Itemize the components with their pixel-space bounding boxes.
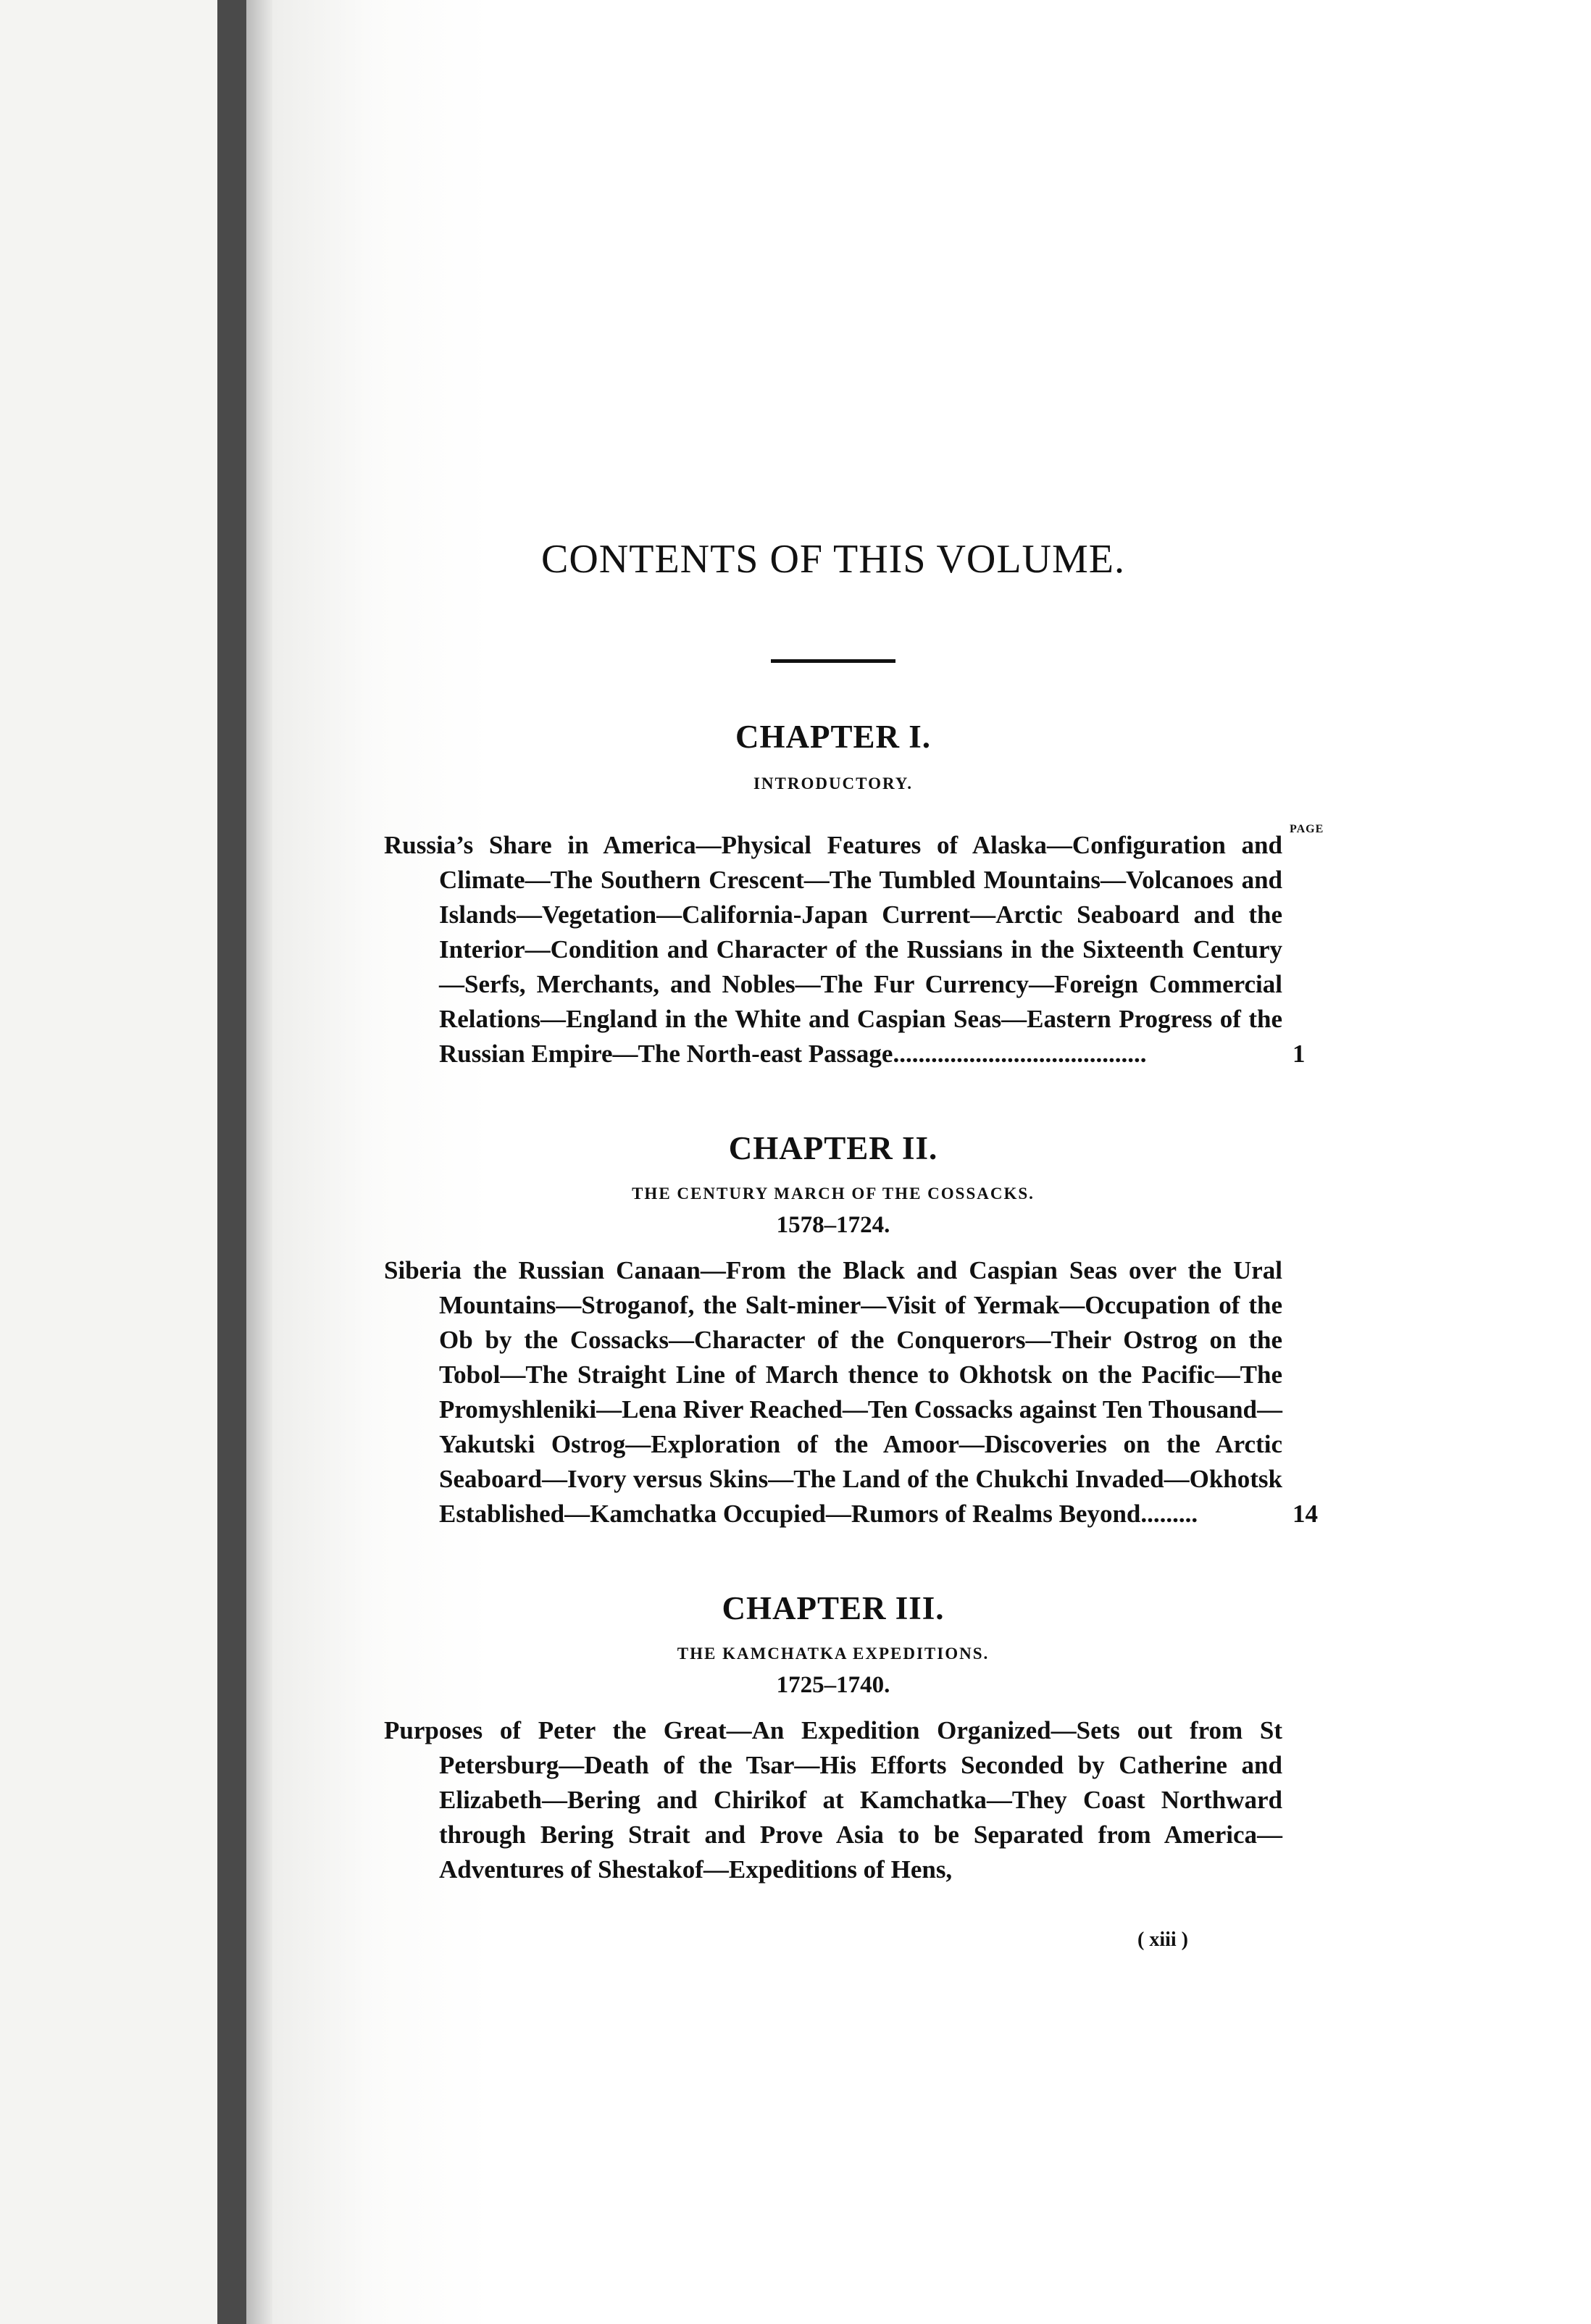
chapter-1 <box>384 718 1282 1071</box>
chapter-subtitle: THE KAMCHATKA EXPEDITIONS. <box>677 1644 990 1663</box>
chapter-summary <box>384 828 1282 1071</box>
chapter-dates: 1578–1724. <box>776 1212 890 1238</box>
chapter-2 <box>384 1129 1282 1531</box>
page-folio: ( xiii ) <box>1137 1928 1188 1951</box>
chapter-subtitle: THE CENTURY MARCH OF THE COSSACKS. <box>632 1184 1035 1203</box>
chapter-heading: CHAPTER III. <box>722 1590 945 1626</box>
gutter-shadow <box>246 0 272 2324</box>
chapter-summary <box>384 1713 1282 1887</box>
chapter-dates: 1725–1740. <box>776 1672 890 1698</box>
facing-page-edge <box>0 0 217 2324</box>
chapter-3 <box>384 1589 1282 1887</box>
volume-title: CONTENTS OF THIS VOLUME. <box>541 537 1125 582</box>
contents-body <box>384 536 1282 1887</box>
summary-text: Siberia the Russian Canaan—From the Black and Caspian Seas over the Ural Mountains—Stroganof, the Salt-miner—Visit of Yermak—Occupation of the Ob by the Cossacks—Character of the Conquerors—Their Ostrog on the Tobol—The Straight Line of March thence to Okhotsk on the Pacific—The Promyshleniki—Lena River Reached—Ten Cossacks against Ten Thousand—Yakutski Ostrog—Exploration of the Amoor—Discoveries on the Arctic Seaboard—Ivory versus Skins—The Land of the Chukchi Invaded—Okhotsk Established—Kamchatka Occupied—Rumors of Realms Beyond......... <box>384 1256 1282 1528</box>
chapter-subtitle: INTRODUCTORY. <box>753 774 914 793</box>
title-rule <box>771 659 895 663</box>
chapter-heading: CHAPTER I. <box>735 719 932 755</box>
chapter-summary <box>384 1253 1282 1531</box>
book-gutter <box>217 0 246 2324</box>
chapter-heading: CHAPTER II. <box>728 1130 938 1166</box>
summary-text: Purposes of Peter the Great—An Expedition Organized—Sets out from St Petersburg—Death of the Tsar—His Efforts Seconded by Catherine and Elizabeth—Bering and Chirikof at Kamchatka—They Coast Northward through Bering Strait and Prove Asia to be Separated from America—Adventures of Shestakof—Expeditions of Hens, <box>384 1716 1282 1884</box>
summary-text: Russia’s Share in America—Physical Features of Alaska—Configuration and Climate—The Southern Crescent—The Tumbled Mountains—Volcanoes and Islands—Vegetation—California-Japan Current—Arctic Seaboard and the Interior—Condition and Character of the Russians in the Sixteenth Century—Serfs, Merchants, and Nobles—The Fur Currency—Foreign Commercial Relations—England in the White and Caspian Seas—Eastern Progress of the Russian Empire—The North-east Passage........................................ <box>384 831 1282 1068</box>
